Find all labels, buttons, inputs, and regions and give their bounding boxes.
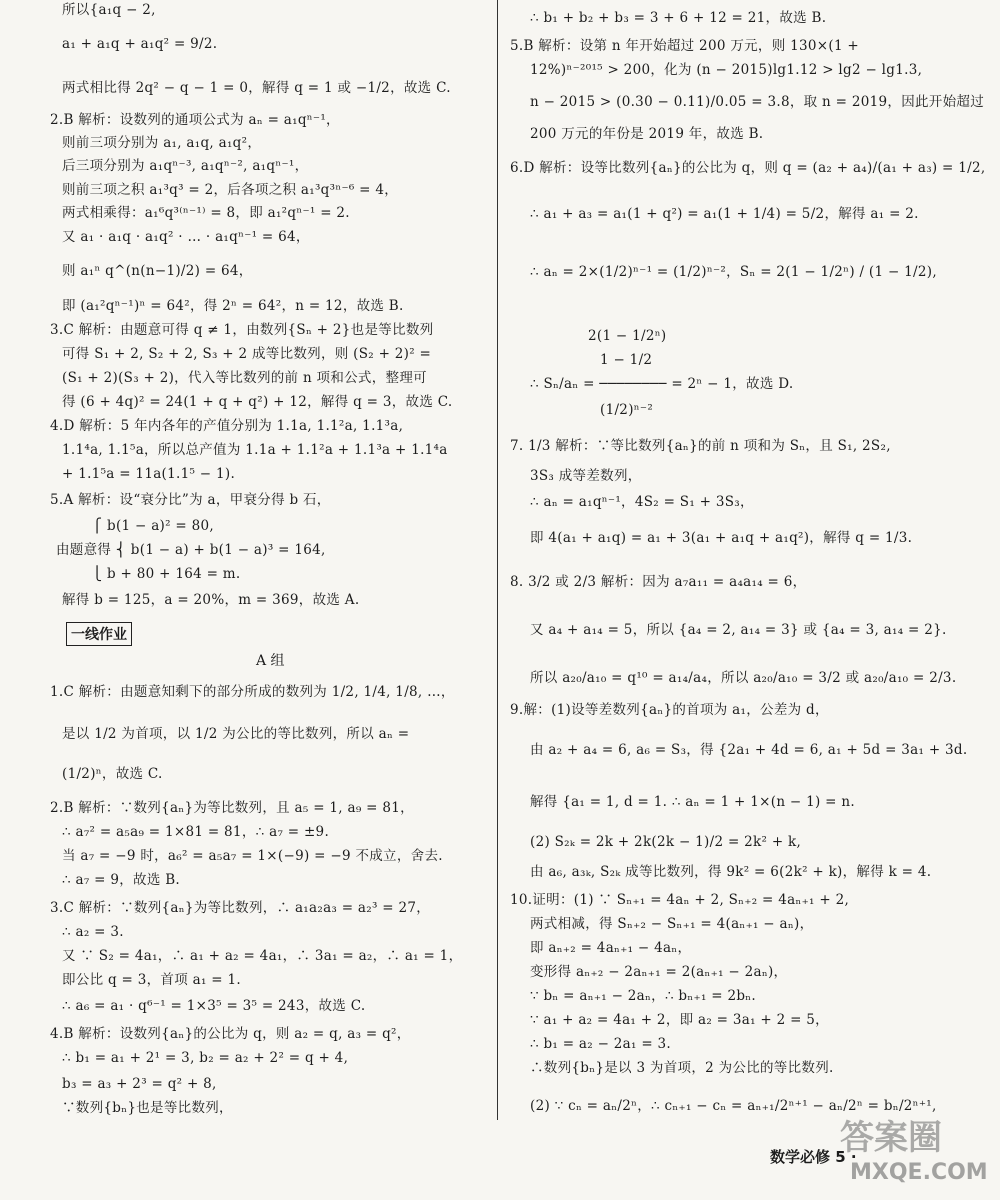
text-line: 2.B 解析：设数列的通项公式为 aₙ = a₁qⁿ⁻¹， [50,112,340,128]
text-line: (1/2)ⁿ，故选 C. [62,766,163,782]
text-line: 1.C 解析：由题意知剩下的部分所成的数列为 1/2, 1/4, 1/8, …， [50,684,455,700]
text-line: 即 aₙ₊₂ = 4aₙ₊₁ − 4aₙ， [530,940,692,956]
text-line: 后三项分别为 a₁qⁿ⁻³, a₁qⁿ⁻², a₁qⁿ⁻¹， [62,158,309,174]
text-line: 7. 1/3 解析：∵等比数列{aₙ}的前 n 项和为 Sₙ，且 S₁, 2S₂, [510,438,891,454]
text-line: 12%)ⁿ⁻²⁰¹⁵ > 200，化为 (n − 2015)lg1.12 > lg2 − lg1.3, [530,62,923,78]
text-line: 则前三项之积 a₁³q³ = 2，后各项之积 a₁³q³ⁿ⁻⁶ = 4， [62,182,399,198]
text-line: 可得 S₁ + 2, S₂ + 2, S₃ + 2 成等比数列，则 (S₂ + 2)² = [62,346,432,362]
section-heading: 一线作业 [66,622,132,646]
text-line: ∴ b₁ = a₁ + 2¹ = 3, b₂ = a₂ + 2² = q + 4, [62,1050,349,1066]
page-footer: 数学必修 5 · [770,1148,857,1166]
text-line: (S₁ + 2)(S₃ + 2)，代入等比数列的前 n 项和公式，整理可 [62,370,427,386]
text-line: 又 a₄ + a₁₄ = 5，所以 {a₄ = 2, a₁₄ = 3} 或 {a₄ = 3, a₁₄ = 2}. [530,622,947,638]
text-line: 由 a₂ + a₄ = 6, a₆ = S₃，得 {2a₁ + 4d = 6, a₁ + 5d = 3a₁ + 3d. [530,742,968,758]
text-line: 5.B 解析：设第 n 年开始超过 200 万元，则 130×(1 + [510,38,860,54]
text-line: 所以{a₁q − 2, [62,2,156,18]
text-line: 即公比 q = 3，首项 a₁ = 1. [62,972,241,988]
text-line: 1.1⁴a, 1.1⁵a，所以总产值为 1.1a + 1.1²a + 1.1³a + 1.1⁴a [62,442,448,458]
text-line: 2.B 解析：∵数列{aₙ}为等比数列，且 a₅ = 1, a₉ = 81， [50,800,414,816]
text-line: ∴ a₇² = a₅a₉ = 1×81 = 81，∴ a₇ = ±9. [62,824,330,840]
text-line: 两式相减，得 Sₙ₊₂ − Sₙ₊₁ = 4(aₙ₊₁ − aₙ)， [530,916,814,932]
text-line: 当 a₇ = −9 时，a₆² = a₅a₇ = 1×(−9) = −9 不成立，舍去. [62,848,443,864]
text-line: 3.C 解析：∵数列{aₙ}为等比数列，∴ a₁a₂a₃ = a₂³ = 27， [50,900,431,916]
text-line: ∴ a₂ = 3. [62,924,124,940]
text-line: ∴ a₆ = a₁ · q⁶⁻¹ = 1×3⁵ = 3⁵ = 243，故选 C. [62,998,366,1014]
text-line: 解得 b = 125，a = 20%，m = 369，故选 A. [62,592,360,608]
text-line: ∴ b₁ = a₂ − 2a₁ = 3. [530,1036,672,1052]
text-line: 6.D 解析：设等比数列{aₙ}的公比为 q，则 q = (a₂ + a₄)/(a₁ + a₃) = 1/2, [510,160,986,176]
text-line: ∴ a₁ + a₃ = a₁(1 + q²) = a₁(1 + 1/4) = 5/2，解得 a₁ = 2. [530,206,919,222]
watermark-logo: 答案圈 [840,1118,942,1158]
text-line: 9.解：(1)设等差数列{aₙ}的首项为 a₁，公差为 d， [510,702,829,718]
text-line: ∴ a₇ = 9，故选 B. [62,872,181,888]
text-line: 1 − 1/2 [600,352,653,368]
text-line: ⎩ b + 80 + 164 = m. [92,566,241,582]
text-line: 4.D 解析：5 年内各年的产值分别为 1.1a, 1.1²a, 1.1³a, [50,418,404,434]
text-line: 得 (6 + 4q)² = 24(1 + q + q²) + 12，解得 q = 3，故选 C. [62,394,453,410]
text-line: n − 2015 > (0.30 − 0.11)/0.05 = 3.8，取 n = 2019，因此开始超过 [530,94,984,110]
text-line: a₁ + a₁q + a₁q² = 9/2. [62,36,218,52]
text-line: 所以 a₂₀/a₁₀ = q¹⁰ = a₁₄/a₄，所以 a₂₀/a₁₀ = 3/2 或 a₂₀/a₁₀ = 2/3. [530,670,957,686]
text-line: 即 4(a₁ + a₁q) = a₁ + 3(a₁ + a₁q + a₁q²)，解得 q = 1/3. [530,530,913,546]
text-line: ∴ b₁ + b₂ + b₃ = 3 + 6 + 12 = 21，故选 B. [530,10,827,26]
text-line: ∴ aₙ = a₁qⁿ⁻¹，4S₂ = S₁ + 3S₃， [530,494,754,510]
text-line: 8. 3/2 或 2/3 解析：因为 a₇a₁₁ = a₄a₁₄ = 6， [510,574,807,590]
text-line: 是以 1/2 为首项，以 1/2 为公比的等比数列，所以 aₙ = [62,726,410,742]
text-line: 10.证明：(1) ∵ Sₙ₊₁ = 4aₙ + 2, Sₙ₊₂ = 4aₙ₊₁ + 2, [510,892,850,908]
text-line: 5.A 解析：设“衰分比”为 a，甲衰分得 b 石， [50,492,331,508]
text-line: (2) S₂ₖ = 2k + 2k(2k − 1)/2 = 2k² + k, [530,834,802,850]
text-line: ⎧ b(1 − a)² = 80, [92,518,214,534]
text-line: 即 (a₁²qⁿ⁻¹)ⁿ = 64²，得 2ⁿ = 64²，n = 12，故选 B. [62,298,404,314]
text-line: b₃ = a₃ + 2³ = q² + 8, [62,1076,217,1092]
text-line: + 1.1⁵a = 11a(1.1⁵ − 1). [62,466,236,482]
text-line: ∵ a₁ + a₂ = 4a₁ + 2，即 a₂ = 3a₁ + 2 = 5， [530,1012,829,1028]
text-line: ∵ bₙ = aₙ₊₁ − 2aₙ，∴ bₙ₊₁ = 2bₙ. [530,988,757,1004]
watermark-url: MXQE.COM [850,1160,988,1185]
text-line: ∴数列{bₙ}是以 3 为首项，2 为公比的等比数列. [530,1060,834,1076]
text-line: 两式相乘得：a₁⁶q³⁽ⁿ⁻¹⁾ = 8，即 a₁²qⁿ⁻¹ = 2. [62,205,350,221]
text-line: 又 ∵ S₂ = 4a₁，∴ a₁ + a₂ = 4a₁，∴ 3a₁ = a₂，∴ a₁ = 1， [62,948,463,964]
text-line: ∴ Sₙ/aₙ = ──────── = 2ⁿ − 1，故选 D. [530,376,794,392]
text-line: 3.C 解析：由题意可得 q ≠ 1，由数列{Sₙ + 2}也是等比数列 [50,322,434,338]
text-line: (1/2)ⁿ⁻² [600,402,654,418]
text-line: 又 a₁ · a₁q · a₁q² · … · a₁qⁿ⁻¹ = 64， [62,229,310,245]
text-line: ∴ aₙ = 2×(1/2)ⁿ⁻¹ = (1/2)ⁿ⁻²，Sₙ = 2(1 − 1/2ⁿ) / (1 − 1/2), [530,264,937,280]
text-line: 200 万元的年份是 2019 年，故选 B. [530,126,764,142]
text-line: ∵数列{bₙ}也是等比数列， [62,1100,233,1116]
text-line: 2(1 − 1/2ⁿ) [588,328,667,344]
text-line: 解得 {a₁ = 1, d = 1. ∴ aₙ = 1 + 1×(n − 1) = n. [530,794,855,810]
text-line: (2) ∵ cₙ = aₙ/2ⁿ，∴ cₙ₊₁ − cₙ = aₙ₊₁/2ⁿ⁺¹ − aₙ/2ⁿ = bₙ/2ⁿ⁺¹, [530,1098,937,1114]
text-line: 3S₃ 成等差数列， [530,468,642,484]
column-divider [497,0,498,1120]
text-line: 两式相比得 2q² − q − 1 = 0，解得 q = 1 或 −1/2，故选 C. [62,80,451,96]
text-line: 则前三项分别为 a₁, a₁q, a₁q²， [62,135,262,151]
text-line: 变形得 aₙ₊₂ − 2aₙ₊₁ = 2(aₙ₊₁ − 2aₙ)， [530,964,788,980]
text-line: 4.B 解析：设数列{aₙ}的公比为 q，则 a₂ = q, a₃ = q²， [50,1026,411,1042]
text-line: 由题意得 ⎨ b(1 − a) + b(1 − a)³ = 164, [56,542,326,558]
text-line: 由 a₆, a₃ₖ, S₂ₖ 成等比数列，得 9k² = 6(2k² + k)，解得 k = 4. [530,864,932,880]
text-line: 则 a₁ⁿ q^(n(n−1)/2) = 64， [62,263,253,279]
group-label: A 组 [256,653,285,669]
